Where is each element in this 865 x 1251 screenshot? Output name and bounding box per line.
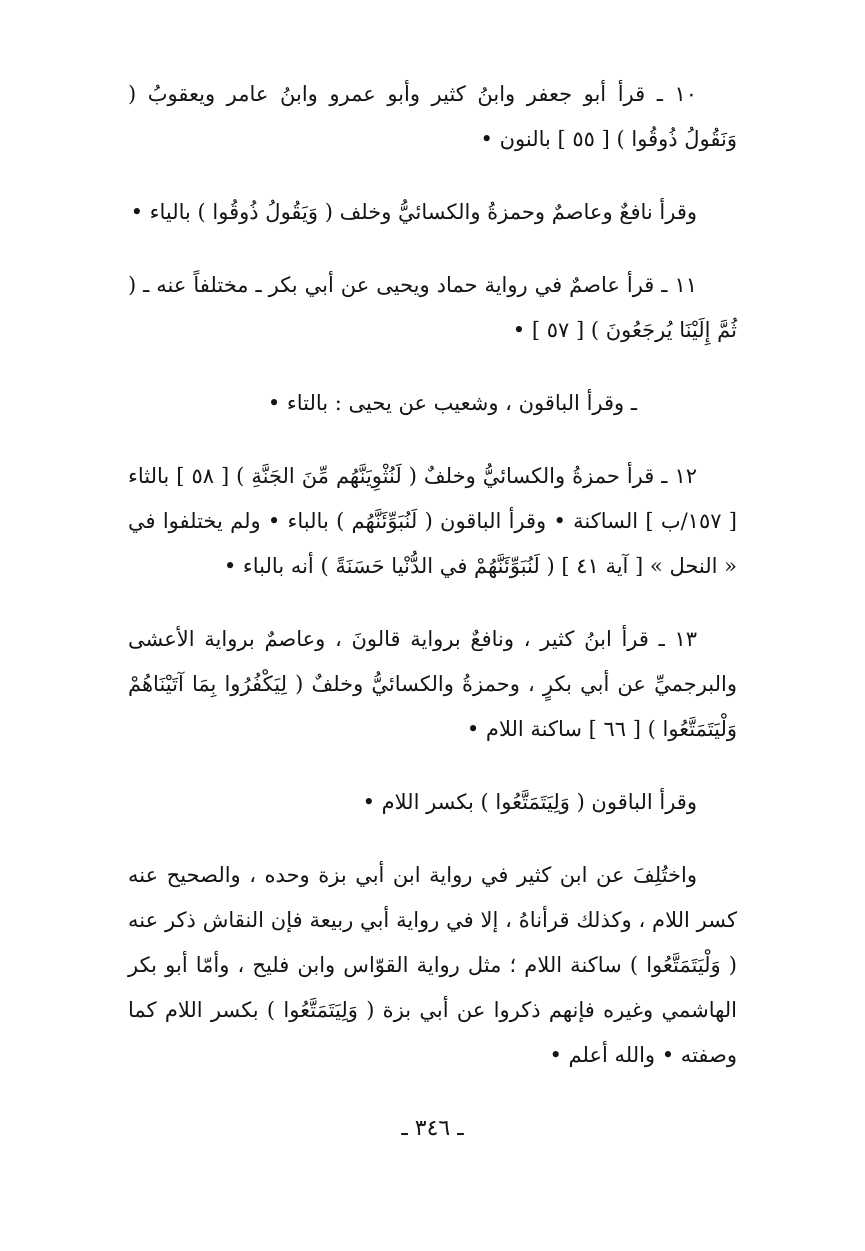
paragraph-item-10: ١٠ ـ قرأ أبو جعفر وابنُ كثير وأبو عمرو وابنُ عامر ويعقوبُ ( وَنَقُولُ ذُوقُوا ) [ ٥٥ ] بالنون • — [128, 82, 737, 151]
paragraph-nafi-reading: وقرأ نافعٌ وعاصمٌ وحمزةُ والكسائيُّ وخلف ( وَيَقُولُ ذُوقُوا ) بالياء • — [130, 200, 697, 224]
page-number: ـ ٣٤٦ ـ — [401, 1116, 464, 1141]
paragraph-baqun-reading: ـ وقرأ الباقون ، وشعيب عن يحيى : بالتاء • — [267, 391, 637, 415]
paragraph-item-13: ١٣ ـ قرأ ابنُ كثير ، ونافعٌ برواية قالونَ ، وعاصمٌ برواية الأعشى والبرجميِّ عن أبي بكرٍ ، وحمزةُ والكسائيُّ وخلفٌ ( لِيَكْفُرُوا بِمَا آتَيْنَاهُمْ وَلْيَتَمَتَّعُوا ) [ ٦٦ ] ساكنة اللام • — [128, 627, 737, 741]
paragraph-ikhtilaf: واختُلِفَ عن ابن كثير في رواية ابن أبي بزة وحده ، والصحيح عنه كسر اللام ، وكذلك قرأناهُ ، إلا في رواية أبي ربيعة فإن النقاش ذكر عنه ( وَلْيَتَمَتَّعُوا ) ساكنة اللام ؛ مثل رواية القوّاس وابن فليح ، وأمّا أبو بكر الهاشمي وغيره فإنهم ذكروا عن أبي بزة ( وَلِيَتَمَتَّعُوا ) بكسر اللام كما وصفته • والله أعلم • — [128, 863, 737, 1067]
paragraph-baqun-kasr: وقرأ الباقون ( وَلِيَتَمَتَّعُوا ) بكسر اللام • — [362, 790, 697, 814]
paragraph-item-12: ١٢ ـ قرأ حمزةُ والكسائيُّ وخلفٌ ( لَنُثْوِيَنَّهُم مِّنَ الجَنَّةِ ) [ ٥٨ ] بالثاء [ ١٥٧/ب ] الساكنة • وقرأ الباقون ( لَنُبَوِّئَنَّهُم ) بالباء • ولم يختلفوا في « النحل » [ آية ٤١ ] ( لَنُبَوِّئَنَّهُمْ في الدُّنْيا حَسَنَةً ) أنه بالباء • — [128, 464, 737, 578]
paragraph-item-11: ١١ ـ قرأ عاصمٌ في رواية حماد ويحيى عن أبي بكر ـ مختلفاً عنه ـ ( ثُمَّ إِلَيْنَا يُرجَعُونَ ) [ ٥٧ ] • — [128, 273, 737, 342]
